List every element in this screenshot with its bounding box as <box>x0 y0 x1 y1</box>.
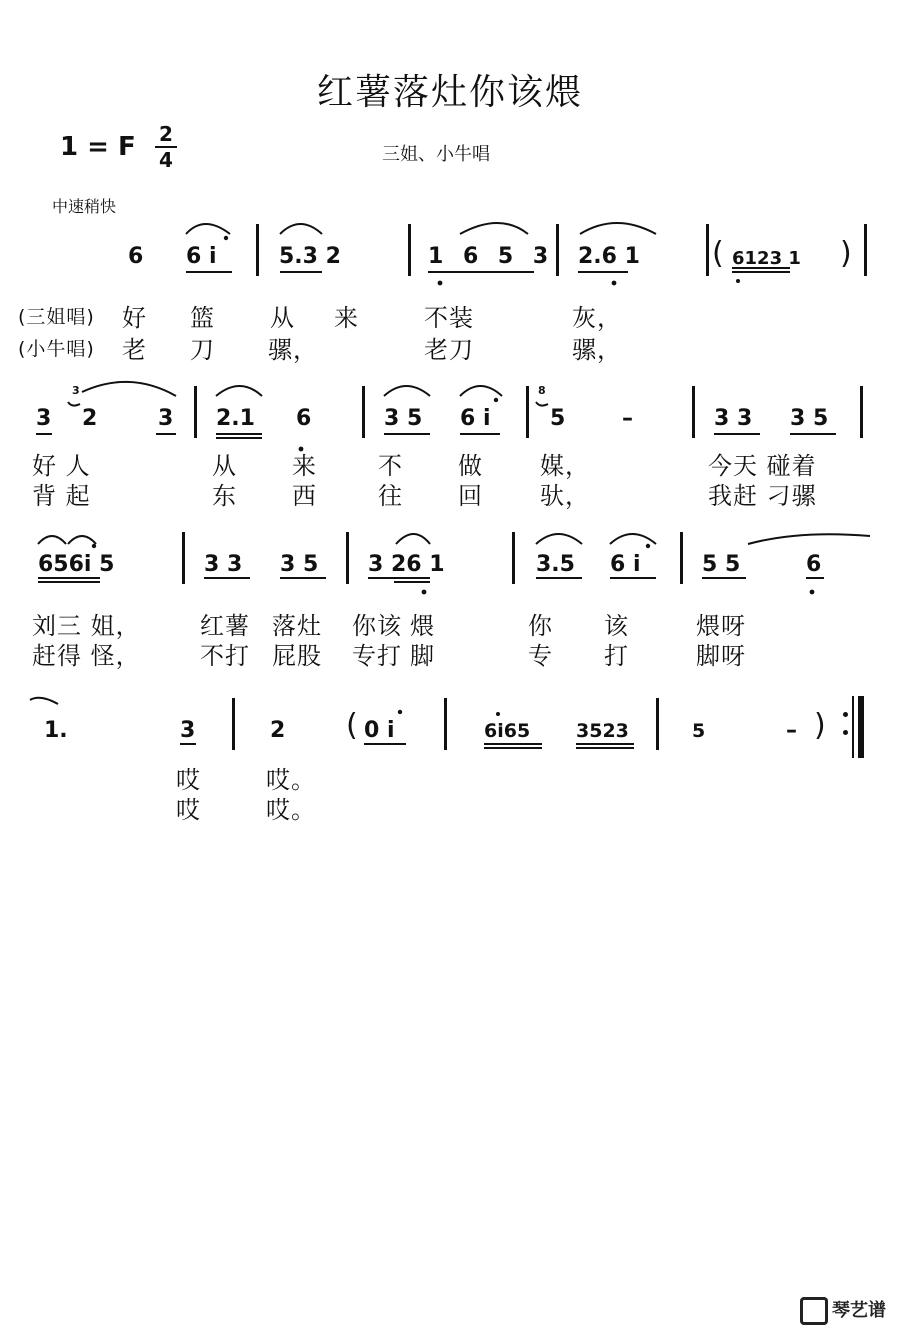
note: 5.3 2 <box>279 244 341 269</box>
lyric: 该 <box>604 612 629 640</box>
lyric: 骡， <box>572 336 622 364</box>
lyric: 往 <box>378 482 403 510</box>
lyric: 媒， <box>540 452 590 480</box>
note: 3 26 1 <box>368 552 445 577</box>
lyric: 好 人 <box>32 452 91 480</box>
lyric: 灰， <box>572 304 622 332</box>
note: 6 <box>128 244 144 269</box>
lyric: 哎。 <box>266 796 316 824</box>
lyric: 骡， <box>268 336 318 364</box>
lyric: 东 <box>212 482 237 510</box>
note: 3 3 <box>714 406 753 431</box>
logo-icon <box>800 1297 828 1325</box>
note: 6 <box>806 552 822 577</box>
slur-mark <box>38 536 66 544</box>
lyric: 落灶 <box>272 612 322 640</box>
slur-mark <box>384 386 430 396</box>
lyric: 篮 <box>190 304 215 332</box>
lyric: 驮， <box>540 482 590 510</box>
note: 2.6 1 <box>578 244 640 269</box>
note: 5 5 <box>702 552 741 577</box>
note: 3 5 <box>790 406 829 431</box>
lyric: 刀 <box>190 336 215 364</box>
lyric: 老刀 <box>424 336 474 364</box>
octave-dot <box>646 544 650 548</box>
note: 5 <box>550 406 566 431</box>
slur-mark <box>748 534 870 544</box>
note: 3 <box>180 718 196 743</box>
lyric: 我赶 刁骡 <box>708 482 817 510</box>
note: 5 <box>692 720 706 742</box>
note: 3 3 <box>204 552 243 577</box>
slur-mark <box>396 534 430 544</box>
octave-dot <box>92 544 96 548</box>
note: 6 <box>296 406 312 431</box>
grace-mark <box>68 402 80 406</box>
slur-mark <box>280 224 322 234</box>
note: 0 i <box>364 718 395 743</box>
note: – <box>622 406 633 431</box>
octave-dot <box>496 712 500 716</box>
paren-open: ( <box>346 708 358 743</box>
lyric: 脚 <box>410 642 435 670</box>
lyric: 从 <box>212 452 237 480</box>
note: 2 <box>270 718 286 743</box>
note: 3 <box>36 406 52 431</box>
lyric: 红薯 <box>200 612 250 640</box>
lyric: 不装 <box>424 304 474 332</box>
paren-open: ( <box>712 236 724 271</box>
lyric-prefix: (小牛唱) <box>18 338 95 360</box>
key-signature: 1 = F <box>60 132 136 162</box>
octave-dot <box>736 279 740 283</box>
lyric: 打 <box>604 642 629 670</box>
octave-dot <box>494 398 498 402</box>
octave-dot <box>224 236 228 240</box>
note: 3 5 <box>280 552 319 577</box>
song-title: 红薯落灶你该煨 <box>316 72 583 113</box>
lyric: 西 <box>292 482 317 510</box>
note: 3523 <box>576 720 629 742</box>
lyric: 你该 <box>352 612 402 640</box>
note: – <box>786 718 797 743</box>
grace-note: 3 <box>72 384 80 397</box>
lyric: 专打 <box>352 642 402 670</box>
slur-mark <box>460 223 528 234</box>
lyric: 不打 <box>200 642 250 670</box>
octave-dot <box>438 281 443 286</box>
tempo-marking: 中速稍快 <box>52 197 117 216</box>
paren-close: ) <box>840 236 852 271</box>
grace-note: 8 <box>538 384 546 397</box>
lyric: 你 <box>528 612 553 640</box>
lyric: 专 <box>528 642 553 670</box>
note: 6 i <box>186 244 217 269</box>
singers-credit: 三姐、小牛唱 <box>382 144 490 165</box>
note: 656i 5 <box>38 552 115 577</box>
lyric: 回 <box>458 482 483 510</box>
lyric: 来 <box>334 304 359 332</box>
lyric: 屁股 <box>272 642 322 670</box>
note: 1 6 5 3 <box>428 244 555 269</box>
lyric: 脚呀 <box>696 642 746 670</box>
slur-mark <box>610 534 656 544</box>
octave-dot <box>810 590 815 595</box>
note: 2.1 <box>216 406 255 431</box>
note: 6 i <box>460 406 491 431</box>
octave-dot <box>612 281 617 286</box>
slur-mark <box>82 382 176 396</box>
lyric: 刘三 姐， <box>32 612 141 640</box>
grace-mark <box>536 402 548 406</box>
lyric: 背 起 <box>32 482 91 510</box>
lyric: 不 <box>378 452 403 480</box>
lyric: 老 <box>122 336 147 364</box>
lyric: 煨 <box>410 612 435 640</box>
note: 3.5 <box>536 552 575 577</box>
note: 2 <box>82 406 98 431</box>
octave-dot <box>299 447 304 452</box>
slur-mark <box>580 223 656 234</box>
meter-top: 2 <box>159 122 173 146</box>
meter-bottom: 4 <box>159 148 173 172</box>
lyric: 今天 碰着 <box>708 452 817 480</box>
lyric: 哎 <box>176 766 201 794</box>
lyric-prefix: (三姐唱) <box>18 306 95 328</box>
logo-text: 琴艺谱 <box>832 1300 886 1321</box>
lyric: 来 <box>292 452 317 480</box>
octave-dot <box>398 710 402 714</box>
lyric: 煨呀 <box>696 612 746 640</box>
slur-mark <box>536 534 582 544</box>
lyric: 做 <box>458 452 483 480</box>
note: 1. <box>44 718 68 743</box>
slur-mark <box>186 224 230 234</box>
lyric: 好 <box>122 304 147 332</box>
slur-mark <box>68 536 96 544</box>
note: 6123 1 <box>732 248 801 269</box>
note: 3 5 <box>384 406 423 431</box>
lyric: 哎 <box>176 796 201 824</box>
octave-dot <box>422 590 427 595</box>
note: 6i65 <box>484 720 531 742</box>
publisher-logo <box>800 1296 886 1325</box>
slur-mark <box>216 386 262 396</box>
lyric: 从 <box>270 304 295 332</box>
lyric: 哎。 <box>266 766 316 794</box>
note: 6 i <box>610 552 641 577</box>
slur-mark <box>30 698 58 704</box>
lyric: 赶得 怪， <box>32 642 141 670</box>
note: 3 <box>158 406 174 431</box>
paren-close: ) <box>814 708 826 743</box>
slur-mark <box>460 386 502 396</box>
